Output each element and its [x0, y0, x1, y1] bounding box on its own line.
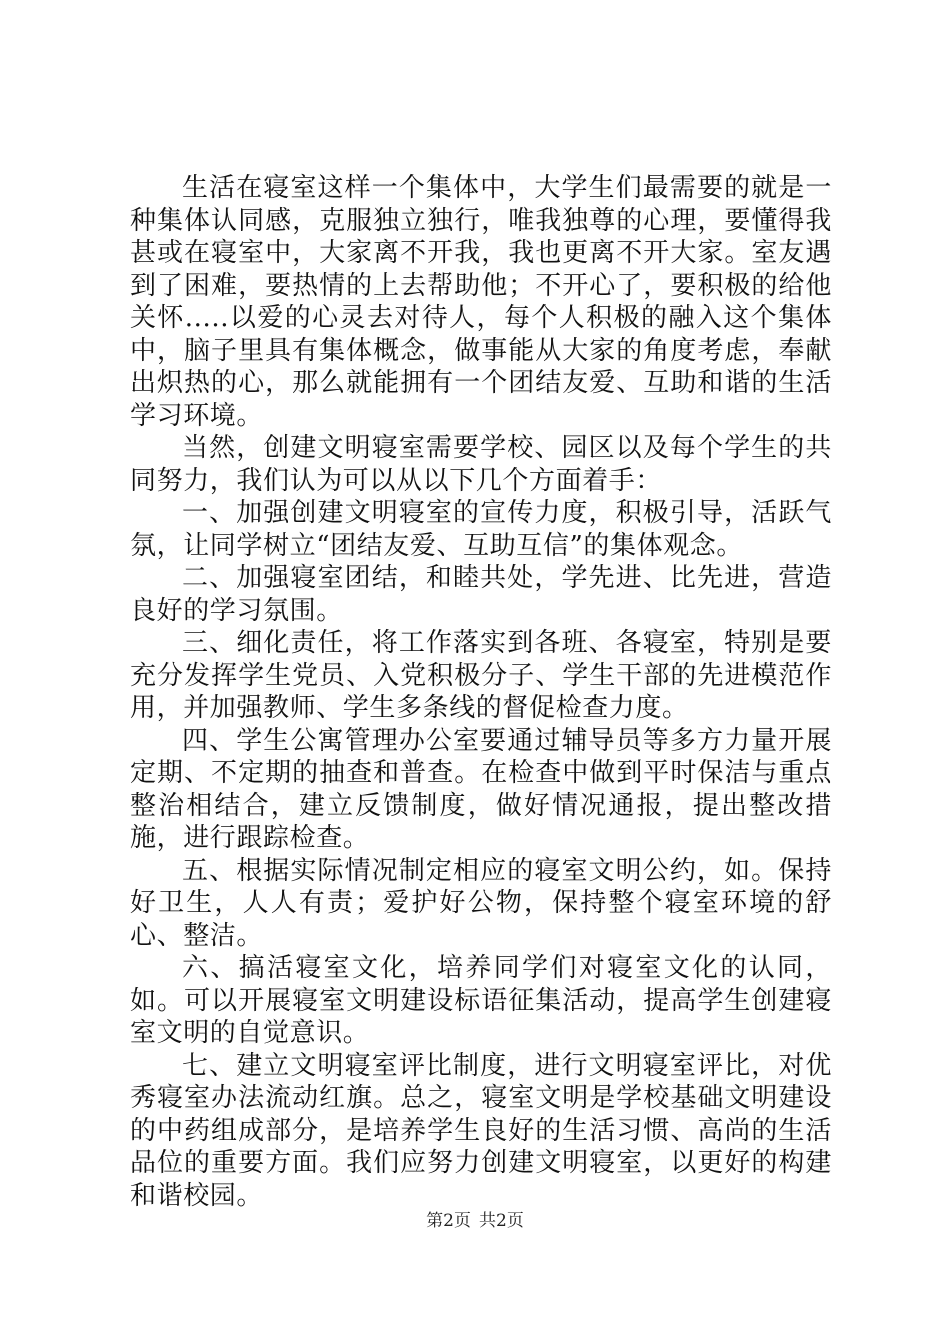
page-footer — [0, 1210, 950, 1232]
paragraph-item-4: 四、学生公寓管理办公室要通过辅导员等多方力量开展定期、不定期的抽查和普查。在检查中做到平时保洁与重点整治相结合，建立反馈制度，做好情况通报，提出整改措施，进行跟踪检查。 — [130, 725, 832, 853]
paragraph-item-2: 二、加强寝室团结，和睦共处，学先进、比先进，营造良好的学习氛围。 — [130, 563, 832, 626]
paragraph-item-5: 五、根据实际情况制定相应的寝室文明公约，如。保持好卫生，人人有责；爱护好公物，保持整个寝室环境的舒心、整洁。 — [130, 855, 832, 951]
page-number-current: 第2页 — [426, 1211, 471, 1231]
document-body — [130, 172, 832, 1212]
paragraph-item-6: 六、搞活寝室文化，培养同学们对寝室文化的认同，如。可以开展寝室文明建设标语征集活动，提高学生创建寝室文明的自觉意识。 — [130, 953, 832, 1048]
page-number-total: 共2页 — [479, 1211, 524, 1231]
paragraph-item-7: 七、建立文明寝室评比制度，进行文明寝室评比，对优秀寝室办法流动红旗。总之，寝室文明是学校基础文明建设的中药组成部分，是培养学生良好的生活习惯、高尚的生活品位的重要方面。我们应努力创建文明寝室，以更好的构建和谐校园。 — [130, 1050, 832, 1211]
paragraph-item-1: 一、加强创建文明寝室的宣传力度，积极引导，活跃气氛，让同学树立“团结友爱、互助互信”的集体观念。 — [130, 498, 832, 561]
paragraph-intro: 生活在寝室这样一个集体中，大学生们最需要的就是一种集体认同感，克服独立独行，唯我独尊的心理，要懂得我甚或在寝室中，大家离不开我，我也更离不开大家。室友遇到了困难，要热情的上去帮助他；不开心了，要积极的给他关怀.....以爱的心灵去对待人，每个人积极的融入这个集体中，脑子里具有集体概念，做事能从大家的角度考虑，奉献出炽热的心，那么就能拥有一个团结友爱、互助和谐的生活学习环境。 — [130, 173, 832, 431]
paragraph-item-3: 三、细化责任，将工作落实到各班、各寝室，特别是要充分发挥学生党员、入党积极分子、学生干部的先进模范作用，并加强教师、学生多条线的督促检查力度。 — [130, 628, 832, 723]
paragraph-overview: 当然，创建文明寝室需要学校、园区以及每个学生的共同努力，我们认为可以从以下几个方面着手： — [130, 433, 832, 496]
